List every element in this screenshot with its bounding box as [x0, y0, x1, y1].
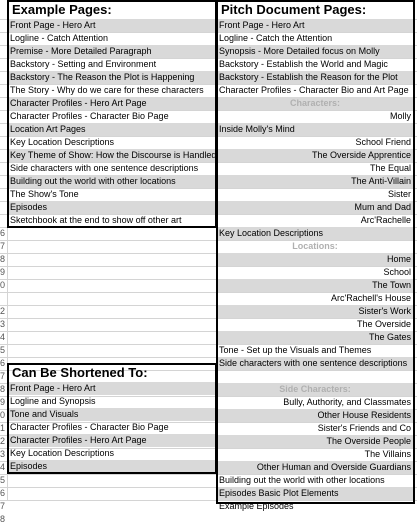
row-number: 3 [0, 319, 6, 329]
pitch-pages-cell[interactable]: Arc'Rachell's House [331, 293, 411, 303]
pitch-pages-cell[interactable]: The Equal [369, 163, 411, 173]
row-number [0, 19, 6, 32]
grid-line [413, 0, 414, 500]
pitch-pages-cell[interactable]: Episodes Basic Plot Elements [217, 487, 413, 500]
pitch-pages-cell[interactable]: The Overside People [217, 435, 413, 448]
pitch-pages-cell[interactable]: Mum and Dad [217, 201, 413, 214]
example-pages-cell[interactable]: Side characters with one sentence descriptions [10, 163, 199, 173]
pitch-pages-cell[interactable]: Sister's Friends and Co [317, 423, 411, 433]
pitch-pages-cell[interactable]: Tone - Set up the Visuals and Themes [219, 345, 372, 355]
pitch-pages-cell[interactable]: Locations: [292, 241, 338, 251]
pitch-pages-cell[interactable]: Logline - Catch the Attention [219, 33, 333, 43]
row-number: 4 [0, 332, 6, 342]
pitch-pages-cell[interactable]: Bully, Authority, and Classmates [283, 397, 411, 407]
pitch-pages-cell[interactable] [217, 370, 413, 383]
shortened-cell[interactable]: Character Profiles - Character Bio Page [10, 422, 169, 432]
row-number: 6 [0, 228, 6, 238]
pitch-pages-cell[interactable]: Building out the world with other locations [219, 475, 385, 485]
row-number: 3 [0, 449, 6, 459]
pitch-pages-cell[interactable]: Backstory - Establish the World and Magic [219, 59, 388, 69]
pitch-pages-cell[interactable]: Backstory - Establish the Reason for the Plot [217, 71, 413, 84]
pitch-pages-cell[interactable]: Side characters with one sentence descriptions [217, 357, 413, 370]
pitch-pages-cell[interactable]: The Overside [356, 319, 411, 329]
row-number [0, 175, 6, 188]
pitch-pages-cell[interactable]: Inside Molly's Mind [217, 123, 413, 136]
example-pages-cell[interactable]: Building out the world with other locations [8, 175, 216, 188]
example-pages-cell[interactable]: Episodes [8, 201, 216, 214]
pitch-pages-cell[interactable]: The Villains [364, 449, 411, 459]
row-number [0, 123, 6, 136]
row-number: 7 [0, 501, 6, 511]
row-number: 6 [0, 358, 6, 368]
row-number: 5 [0, 475, 6, 485]
row-number: 1 [0, 423, 6, 433]
pitch-pages-cell[interactable]: Side Characters: [217, 383, 413, 396]
row-number: 8 [0, 384, 6, 394]
row-number [0, 292, 6, 305]
row-number [0, 149, 6, 162]
row-number [0, 45, 6, 58]
row-number: 2 [0, 306, 6, 316]
example-pages-cell[interactable]: The Show's Tone [10, 189, 79, 199]
row-number [0, 32, 6, 45]
pitch-pages-cell[interactable]: The Town [217, 279, 413, 292]
pitch-pages-title: Pitch Document Pages: [221, 2, 367, 17]
shortened-cell[interactable]: Logline and Synopsis [10, 396, 96, 406]
pitch-pages-cell[interactable]: The Anti-Villain [217, 175, 413, 188]
example-pages-cell[interactable]: Logline - Catch Attention [10, 33, 109, 43]
example-pages-cell[interactable]: Front Page - Hero Art [8, 19, 216, 32]
row-number: 8 [0, 254, 6, 264]
row-number: 0 [0, 280, 6, 290]
row-number [0, 214, 6, 227]
pitch-pages-cell[interactable]: Molly [389, 111, 411, 121]
shortened-cell[interactable]: Character Profiles - Hero Art Page [8, 434, 216, 447]
pitch-pages-cell[interactable]: Example Episodes [219, 501, 294, 511]
pitch-pages-cell[interactable]: Other House Residents [217, 409, 413, 422]
pitch-pages-cell[interactable]: Sister's Work [217, 305, 413, 318]
shortened-cell[interactable]: Tone and Visuals [8, 408, 216, 421]
pitch-pages-cell[interactable]: School [383, 267, 411, 277]
row-number: 6 [0, 488, 6, 498]
example-pages-cell[interactable]: Key Theme of Show: How the Discourse is Handled [10, 150, 217, 160]
row-number: 8 [0, 514, 6, 524]
example-pages-cell[interactable]: Character Profiles - Hero Art Page [8, 97, 216, 110]
pitch-pages-cell[interactable]: Key Location Descriptions [217, 227, 413, 240]
pitch-pages-cell[interactable]: Other Human and Overside Guardians [217, 461, 413, 474]
row-number: 2 [0, 436, 6, 446]
row-number [0, 58, 6, 71]
row-number [0, 162, 6, 175]
row-number [0, 188, 6, 201]
pitch-pages-cell[interactable]: Synopsis - More Detailed focus on Molly [217, 45, 413, 58]
example-pages-cell[interactable]: Location Art Pages [8, 123, 216, 136]
example-pages-cell[interactable]: The Story - Why do we care for these characters [10, 85, 204, 95]
row-number [0, 201, 6, 214]
row-number: 9 [0, 267, 6, 277]
pitch-pages-cell[interactable]: Sister [387, 189, 411, 199]
shortened-title: Can Be Shortened To: [12, 365, 148, 380]
pitch-pages-cell[interactable]: Front Page - Hero Art [217, 19, 413, 32]
shortened-cell[interactable]: Front Page - Hero Art [8, 382, 216, 395]
shortened-cell[interactable]: Key Location Descriptions [10, 448, 115, 458]
row-number: 9 [0, 397, 6, 407]
row-number: 4 [0, 462, 6, 472]
example-pages-cell[interactable]: Backstory - The Reason the Plot is Happening [8, 71, 216, 84]
row-number: 7 [0, 371, 6, 381]
row-number [0, 71, 6, 84]
row-number [0, 136, 6, 149]
pitch-pages-cell[interactable]: The Gates [217, 331, 413, 344]
example-pages-cell[interactable]: Premise - More Detailed Paragraph [8, 45, 216, 58]
example-pages-title: Example Pages: [12, 2, 112, 17]
pitch-pages-cell[interactable]: Arc'Rachelle [360, 215, 411, 225]
example-pages-cell[interactable]: Backstory - Setting and Environment [10, 59, 157, 69]
row-number: 0 [0, 410, 6, 420]
example-pages-cell[interactable]: Sketchbook at the end to show off other art [10, 215, 182, 225]
example-pages-cell[interactable]: Character Profiles - Character Bio Page [10, 111, 169, 121]
pitch-pages-cell[interactable]: Home [217, 253, 413, 266]
row-number [0, 84, 6, 97]
example-pages-cell[interactable]: Key Location Descriptions [10, 137, 115, 147]
row-number: 5 [0, 345, 6, 355]
pitch-pages-cell[interactable]: Character Profiles - Character Bio and Art Page [219, 85, 409, 95]
pitch-pages-cell[interactable]: Characters: [217, 97, 413, 110]
row-number [0, 97, 6, 110]
pitch-pages-cell[interactable]: The Overside Apprentice [217, 149, 413, 162]
row-number [0, 110, 6, 123]
row-number: 7 [0, 241, 6, 251]
shortened-cell[interactable]: Episodes [8, 460, 216, 473]
pitch-pages-cell[interactable]: School Friend [355, 137, 411, 147]
